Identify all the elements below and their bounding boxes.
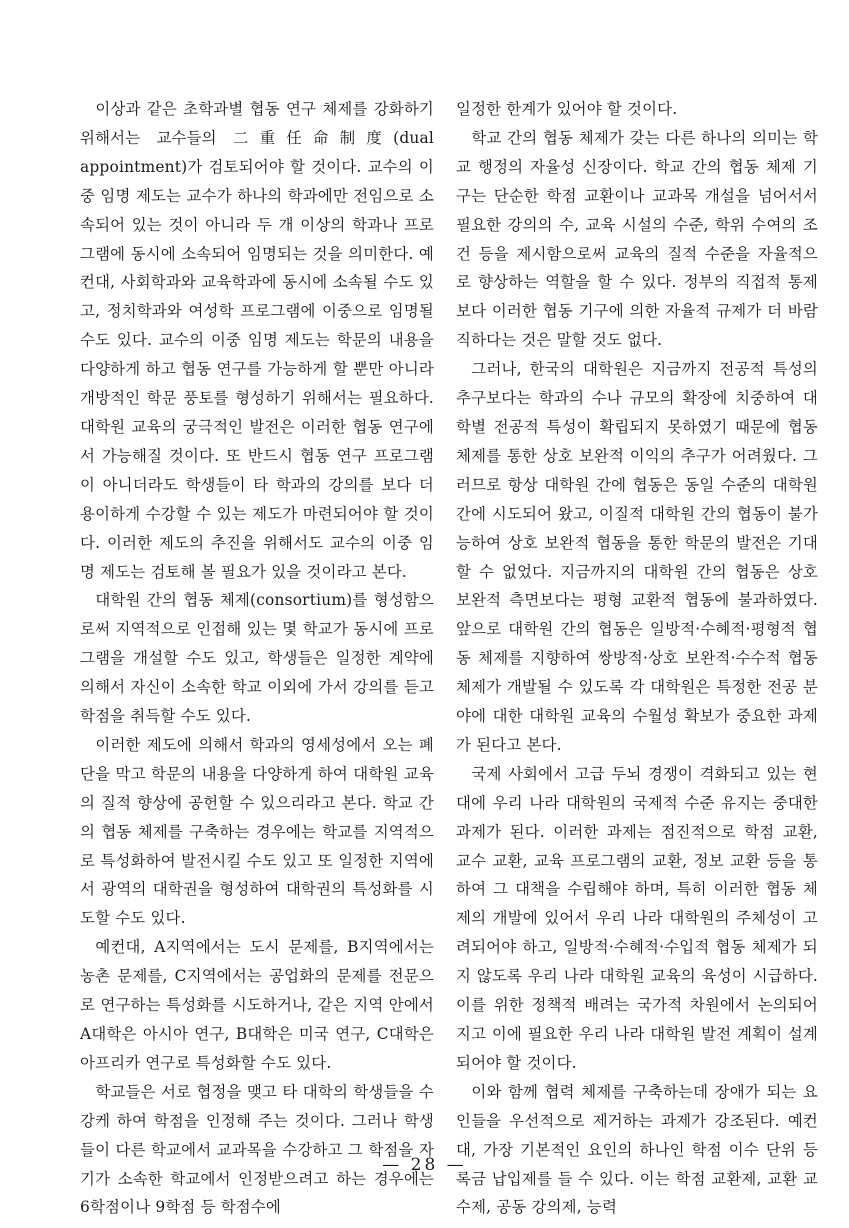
page-number: — 28 — [382,1155,467,1175]
right-column [456,95,818,1222]
paragraph: 이러한 제도에 의해서 학과의 영세성에서 오는 폐단을 막고 학문의 내용을 다양하게 하여 대학원 교육의 질적 향상에 공헌할 수 있으리라고 본다. 학교 간의 협동 체제를 구축하는 경우에는 학교를 지역적으로 특성화하여 발전시킬 수도 있고 또 일정한 지역에서 광역의 대학권을 형성하여 대학권의 특성화를 시도할 수도 있다. [80,735,434,928]
paragraph: 이상과 같은 초학과별 협동 연구 체제를 강화하기 위해서는 교수들의 二重任命制度(dual appointment)가 검토되어야 할 것이다. 교수의 이중 임명 제도는 교수가 하나의 학과에만 전임으로 소속되어 있는 것이 아니라 두 개 이상의 학과나 프로그램에 동시에 소속되어 임명되는 것을 의미한다. 예컨대, 사회학과와 교육학과에 동시에 소속될 수도 있고, 정치학과와 여성학 프로그램에 이중으로 임명될 수도 있다. 교수의 이중 임명 제도는 학문의 내용을 다양하게 하고 협동 연구를 가능하게 할 뿐만 아니라 개방적인 학문 풍토를 형성하기 위해서는 필요하다. 대학원 교육의 궁극적인 발전은 이러한 협동 연구에서 가능해질 것이다. 또 반드시 협동 연구 프로그램이 아니더라도 학생들이 타 학과의 강의를 보다 더 용이하게 수강할 수 있는 제도가 마련되어야 할 것이다. 이러한 제도의 추진을 위해서도 교수의 이중 임명 제도는 검토해 볼 필요가 있을 것이라고 본다. [80,100,434,581]
left-column [80,95,434,1222]
paragraph: 국제 사회에서 고급 두뇌 경쟁이 격화되고 있는 현대에 우리 나라 대학원의 국제적 수준 유지는 중대한 과제가 된다. 이러한 과제는 점진적으로 학점 교환, 교수 교환, 교육 프로그램의 교환, 정보 교환 등을 통하여 그 대책을 수립해야 하며, 특히 이러한 협동 체제의 개발에 있어서 우리 나라 대학원의 주체성이 고려되어야 하고, 일방적·수혜적·수입적 협동 체제가 되지 않도록 우리 나라 대학원 교육의 육성이 시급하다. 이를 위한 정책적 배려는 국가적 차원에서 논의되어 지고 이에 필요한 우리 나라 대학원 발전 계획이 설계되어야 할 것이다. [456,764,818,1072]
paragraph: 대학원 간의 협동 체제(consortium)를 형성함으로써 지역적으로 인접해 있는 몇 학교가 동시에 프로그램을 개설할 수도 있고, 학생들은 일정한 계약에 의해서 자신이 소속한 학교 이외에 가서 강의를 듣고 학점을 취득할 수도 있다. [80,591,434,726]
paragraph: 예컨대, A지역에서는 도시 문제를, B지역에서는 농촌 문제를, C지역에서는 공업화의 문제를 전문으로 연구하는 특성화를 시도하거나, 같은 지역 안에서 A대학은 아시아 연구, B대학은 미국 연구, C대학은 아프리카 연구로 특성화할 수도 있다. [80,938,434,1072]
paragraph: 학교 간의 협동 체제가 갖는 다른 하나의 의미는 학교 행정의 자율성 신장이다. 학교 간의 협동 체제 기구는 단순한 학점 교환이나 교과목 개설을 넘어서서 필요한 강의의 수, 교육 시설의 수준, 학위 수여의 조건 등을 제시함으로써 교육의 질적 수준을 자율적으로 향상하는 역할을 할 수 있다. 정부의 직접적 통제보다 이러한 협동 기구에 의한 자율적 규제가 더 바람직하다는 것은 말할 것도 없다. [456,128,818,350]
paragraph: 학교들은 서로 협정을 맺고 타 대학의 학생들을 수강케 하여 학점을 인정해 주는 것이다. 그러나 학생들이 다른 학교에서 교과목을 수강하고 그 학점을 자기가 소속한 학교에서 인정받으려고 하는 경우에는 6학점이나 9학점 등 학점수에 [80,1082,434,1217]
paragraph: 이와 함께 협력 체제를 구축하는데 장애가 되는 요인들을 우선적으로 제거하는 과제가 강조된다. 예컨대, 가장 기본적인 요인의 하나인 학점 이수 단위 등록금 납입제를 들 수 있다. 이는 학점 교환제, 교환 교수제, 공동 강의제, 능력 [456,1082,818,1217]
paragraph: 그러나, 한국의 대학원은 지금까지 전공적 특성의 추구보다는 학과의 수나 규모의 확장에 치중하여 대학별 전공적 특성이 확립되지 못하였기 때문에 협동 체제를 통한 상호 보완적 이익의 추구가 어려웠다. 그러므로 항상 대학원 간에 협동은 동일 수준의 대학원 간에 시도되어 왔고, 이질적 대학원 간의 협동이 불가능하여 상호 보완적 협동을 통한 학문의 발전은 기대할 수 없었다. 지금까지의 대학원 간의 협동은 상호 보완적 측면보다는 평형 교환적 협동에 불과하였다. 앞으로 대학원 간의 협동은 일방적·수혜적·평형적 협동 체제를 지향하여 쌍방적·상호 보완적·수수적 협동 체제가 개발될 수 있도록 각 대학원은 특정한 전공 분야에 대한 대학원 교육의 수월성 확보가 중요한 과제가 된다고 본다. [456,360,818,754]
paragraph-continuation: 일정한 한계가 있어야 할 것이다. [456,100,678,118]
